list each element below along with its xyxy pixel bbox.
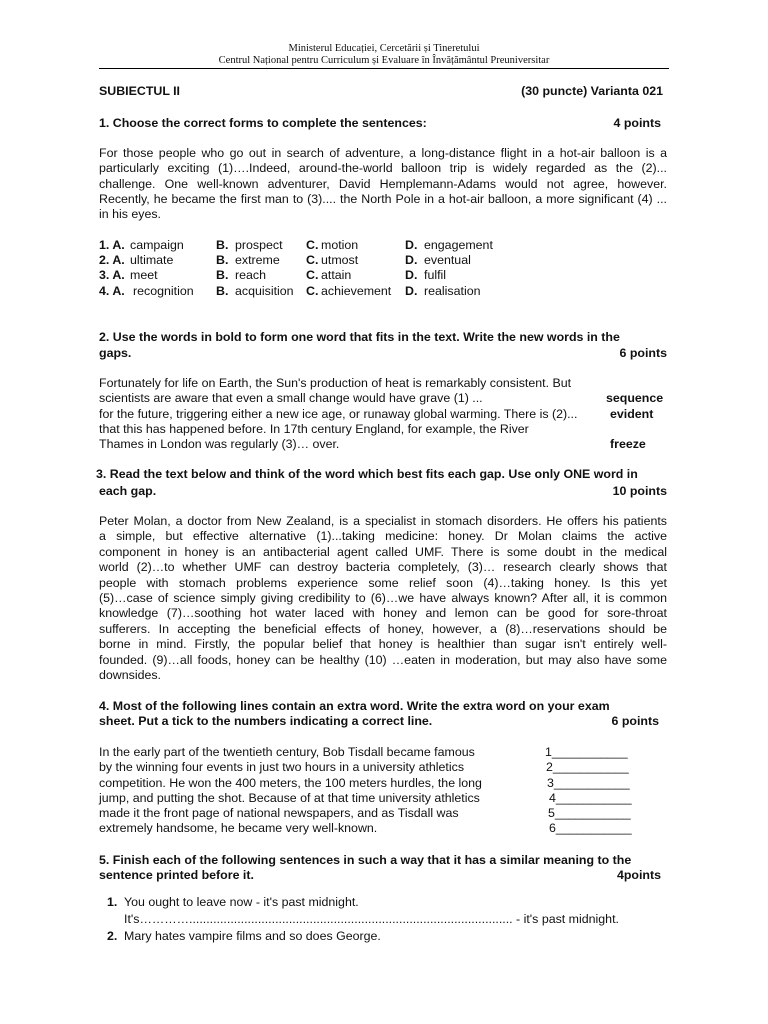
option-c: achievement [321, 284, 392, 298]
option-d-label: D. [405, 253, 418, 267]
q4-answer-line[interactable]: 1___________ [545, 745, 628, 759]
header-divider [99, 68, 669, 69]
q4-answer-line[interactable]: 3___________ [547, 776, 630, 790]
option-b-label: B. [216, 238, 229, 252]
option-d-label: D. [405, 238, 418, 252]
q2-text-line: Thames in London was regularly (3)… over. [99, 437, 340, 451]
q5-points: 4points [616, 868, 661, 882]
q4-instruction-cont: sheet. Put a tick to the numbers indicating a correct line. [99, 714, 433, 728]
q3-text-line: founded. (9)…all foods, honey can be healthy (10) …eaten in moderation, but may also have some [99, 652, 667, 667]
option-b-label: B. [216, 268, 229, 282]
q2-instruction: 2. Use the words in bold to form one word that fits in the text. Write the new words in the [99, 330, 620, 344]
q3-text-line: (5)…case of science simply giving credibility to (6)…we have always known? After all, it is common [99, 591, 667, 606]
option-number: 3. A. [99, 268, 125, 282]
option-c-label: C. [306, 268, 319, 282]
option-d: engagement [424, 238, 493, 252]
q5-item1-sentence: You ought to leave now - it's past midnight. [124, 895, 359, 909]
subject-title: SUBIECTUL II [99, 84, 181, 98]
q4-answer-line[interactable]: 5___________ [548, 806, 631, 820]
option-d-label: D. [405, 268, 418, 282]
q3-text [99, 514, 667, 683]
option-a: recognition [133, 284, 194, 298]
q2-text-line: that this has happened before. In 17th century England, for example, the River [99, 422, 529, 436]
q5-item1-rewrite[interactable]: It's………….............................................................................................. - it's past midnight. [124, 912, 619, 926]
q4-answer-line[interactable]: 6___________ [549, 821, 632, 835]
option-d-label: D. [405, 284, 418, 298]
option-a: meet [130, 268, 158, 282]
option-b: reach [235, 268, 266, 282]
q3-points: 10 points [612, 484, 667, 498]
q1-text-line: For those people who go out in search of adventure, a long-distance flight in a hot-air balloon is a [99, 146, 667, 160]
q5-item-number: 1. [107, 895, 118, 909]
q3-instruction-cont: each gap. [99, 484, 157, 498]
q5-instruction: 5. Finish each of the following sentences in such a way that it has a similar meaning to the [99, 853, 632, 867]
q3-text-line: a simple, but effective alternative (1)...taking medicine: honey. Dr Molan claims the active [99, 529, 667, 544]
subject-points-variant: (30 puncte) Varianta 021 [521, 84, 663, 98]
q2-instruction-cont: gaps. [99, 346, 132, 360]
q1-text [99, 146, 667, 222]
q2-text-line: for the future, triggering either a new ice age, or runaway global warming. There is (2)... [99, 407, 578, 421]
option-c: motion [321, 238, 359, 252]
q4-instruction: 4. Most of the following lines contain an extra word. Write the extra word on your exam [99, 699, 610, 713]
center-name: Centrul Național pentru Curriculum și Evaluare în Învățământul Preuniversitar [218, 55, 550, 66]
option-number: 4. A. [99, 284, 125, 298]
q2-text-line: scientists are aware that even a small change would have grave (1) ... [99, 391, 483, 405]
q2-word-sequence: sequence [606, 391, 664, 405]
q4-line: jump, and putting the shot. Because of at that time university athletics [99, 791, 480, 805]
q1-text-line: challenge. One well-known adventurer, David Hemplemann-Adams would not agree, however. [99, 176, 667, 191]
option-c: utmost [321, 253, 359, 267]
option-d: realisation [424, 284, 481, 298]
option-number: 1. A. [99, 238, 125, 252]
q5-instruction-cont: sentence printed before it. [99, 868, 254, 882]
option-a: ultimate [130, 253, 174, 267]
q3-text-line: world (2)…to whether UMF can destroy bacteria completely, (3)… research clearly shows that [99, 560, 667, 575]
q2-text-line: Fortunately for life on Earth, the Sun's production of heat is remarkably consistent. But [99, 376, 572, 390]
option-b: extreme [235, 253, 280, 267]
q2-word-freeze: freeze [610, 437, 646, 451]
q3-text-line: knowledge (7)…soothing hot water laced with honey and lemon can be good for sore-throat [99, 606, 667, 621]
option-c-label: C. [306, 284, 319, 298]
option-a: campaign [130, 238, 184, 252]
option-c: attain [321, 268, 352, 282]
q3-text-line: component in honey is an antibacterial agent called UMF. There is some doubt in the medical [99, 544, 667, 559]
q4-answer-line[interactable]: 4___________ [549, 791, 632, 805]
q3-text-line: downsides. [99, 668, 161, 683]
q3-text-line: sufferers. In accepting the beneficial effects of honey, however, a (8)…reservations should be [99, 621, 667, 636]
ministry-name: Ministerul Educației, Cercetării și Tineretului [288, 43, 480, 54]
q1-text-line: in his eyes. [99, 207, 161, 222]
q1-text-line: Recently, he became the first man to (3).... the North Pole in a hot-air balloon, a more significant (4) ... [99, 191, 667, 206]
q1-instruction: 1. Choose the correct forms to complete the sentences: [99, 116, 427, 130]
option-b: acquisition [235, 284, 294, 298]
q5-item2-sentence: Mary hates vampire films and so does George. [124, 929, 381, 943]
q4-line: by the winning four events in just two hours in a university athletics [99, 760, 465, 774]
q4-line: extremely handsome, he became very well-known. [99, 821, 378, 835]
option-number: 2. A. [99, 253, 125, 267]
q3-instruction: 3. Read the text below and think of the word which best fits each gap. Use only ONE word in [96, 467, 638, 481]
q2-points: 6 points [619, 346, 667, 360]
q3-text-line: Peter Molan, a doctor from New Zealand, is a specialist in stomach disorders. He offers his patients [99, 514, 667, 528]
q4-points: 6 points [611, 714, 659, 728]
option-c-label: C. [306, 253, 319, 267]
option-d: eventual [424, 253, 471, 267]
q3-text-line: borne in mind. Firstly, the popular belief that honey is healthier than sugar isn't entirely well- [99, 637, 667, 652]
q4-answer-line[interactable]: 2___________ [546, 760, 629, 774]
option-b: prospect [235, 238, 283, 252]
q5-item-number: 2. [107, 929, 118, 943]
q3-text-line: people with stomach problems experience some relief soon (4)…taking honey. Is this yet [99, 575, 667, 590]
option-b-label: B. [216, 253, 229, 267]
option-c-label: C. [306, 238, 319, 252]
q4-line: competition. He won the 400 meters, the 100 meters hurdles, the long [99, 776, 482, 790]
q1-points: 4 points [613, 116, 661, 130]
q1-text-line: particularly exciting (1)….Indeed, around-the-world balloon trip is widely regarded as the (2)... [99, 161, 667, 176]
q2-word-evident: evident [610, 407, 654, 421]
option-b-label: B. [216, 284, 229, 298]
option-d: fulfil [424, 268, 447, 282]
q4-line: made it the front page of national newspapers, and as Tisdall was [99, 806, 459, 820]
q4-line: In the early part of the twentieth century, Bob Tisdall became famous [99, 745, 475, 759]
